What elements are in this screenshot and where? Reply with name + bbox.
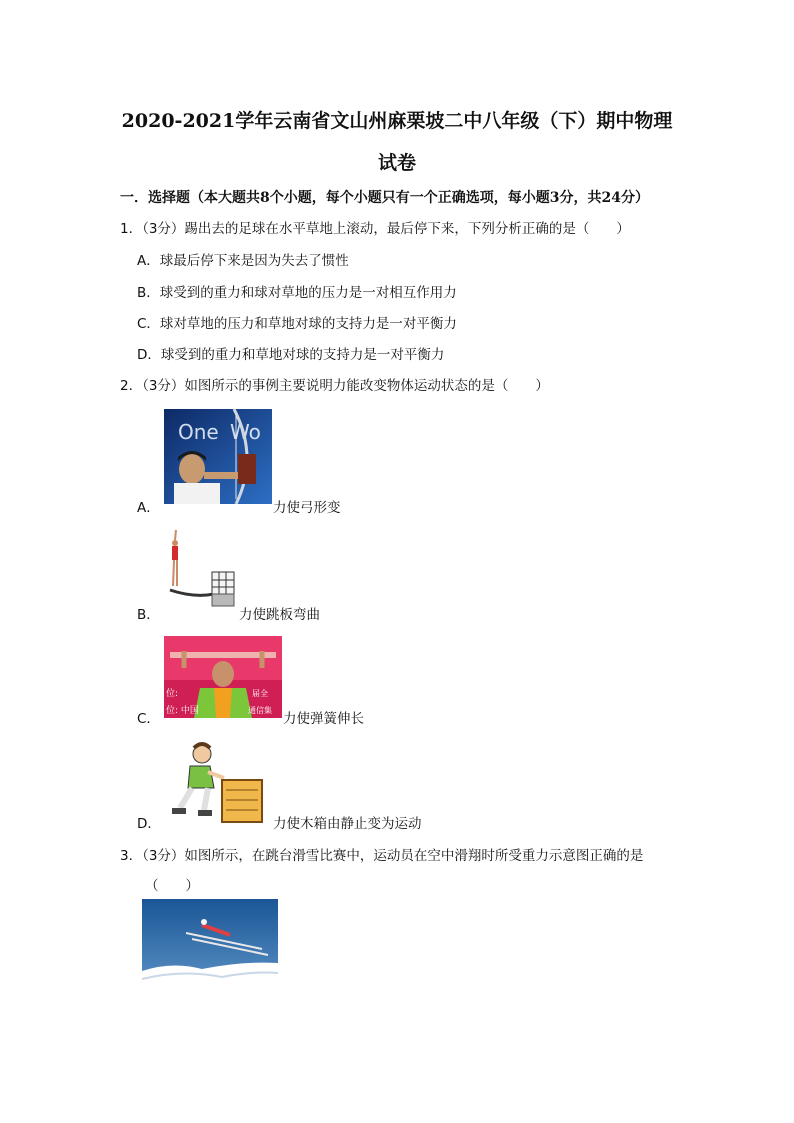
q2-option-c-caption: 力使弹簧伸长 (283, 711, 364, 727)
q1-option-b: B．球受到的重力和球对草地的压力是一对相互作用力 (137, 285, 457, 301)
archer-photo (164, 409, 272, 504)
svg-text:届全: 届全 (252, 689, 268, 698)
exam-title-line1: 2020-2021学年云南省文山州麻栗坡二中八年级（下）期中物理 (121, 110, 673, 132)
q2-option-b-caption: 力使跳板弯曲 (239, 607, 320, 623)
svg-text:Wo: Wo (230, 420, 261, 444)
q2-option-a-caption: 力使弓形变 (273, 500, 341, 516)
q2-option-d-label: D． (137, 816, 161, 832)
q1-stem: 1．（3分）踢出去的足球在水平草地上滚动，最后停下来，下列分析正确的是（ ） (120, 221, 630, 237)
q2-option-b-label: B． (137, 607, 160, 623)
push-box-icon (164, 738, 272, 828)
q2-option-d-caption: 力使木箱由静止变为运动 (273, 816, 422, 832)
svg-text:One: One (178, 420, 219, 444)
spring-stretch-photo (164, 636, 282, 718)
svg-text:位:: 位: (166, 689, 179, 699)
diving-board-icon (164, 528, 238, 618)
q1-option-a: A．球最后停下来是因为失去了惯性 (137, 253, 349, 269)
q2-option-a-label: A． (137, 500, 160, 516)
section-heading: 一．选择题（本大题共8个小题，每个小题只有一个正确选项，每小题3分，共24分） (120, 190, 649, 206)
exam-title-line2: 试卷 (377, 152, 416, 174)
q2-stem: 2．（3分）如图所示的事例主要说明力能改变物体运动状态的是（ ） (120, 378, 549, 394)
q1-option-d: D．球受到的重力和草地对球的支持力是一对平衡力 (137, 347, 445, 363)
q2-option-c-label: C． (137, 711, 160, 727)
ski-jump-photo (142, 899, 278, 995)
q3-stem: 3．（3分）如图所示，在跳台滑雪比赛中，运动员在空中滑翔时所受重力示意图正确的是 (120, 848, 644, 864)
svg-text:通信集: 通信集 (248, 706, 272, 715)
svg-text:位: 中国: 位: 中国 (166, 706, 199, 716)
q3-stem-cont: （ ） (145, 878, 199, 894)
q1-option-c: C．球对草地的压力和草地对球的支持力是一对平衡力 (137, 316, 457, 332)
